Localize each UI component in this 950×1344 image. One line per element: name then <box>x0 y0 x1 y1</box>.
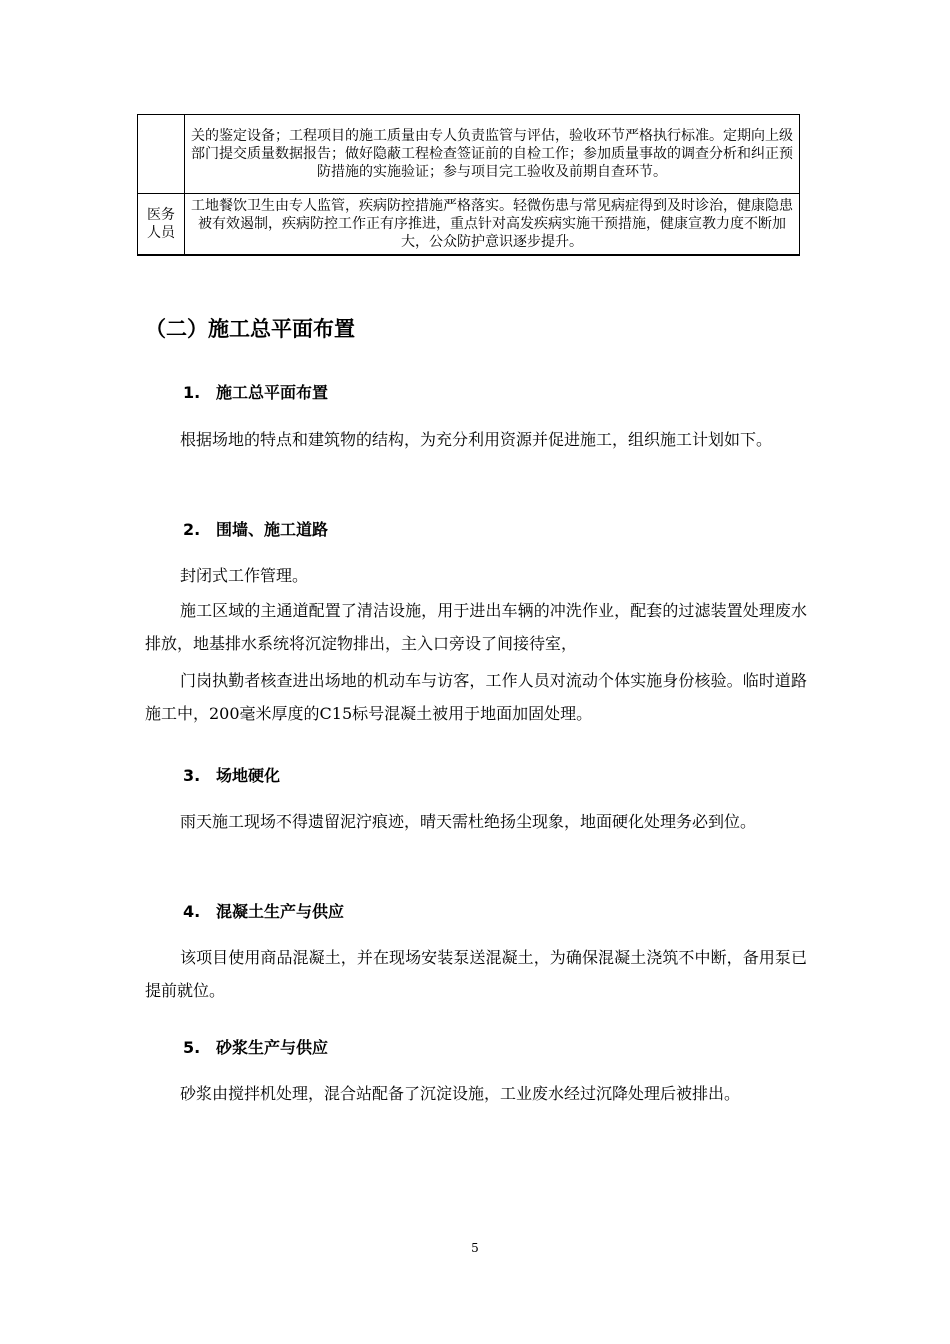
section-title: （二）施工总平面布置 <box>145 317 355 341</box>
paragraph: 该项目使用商品混凝土，并在现场安装泵送混凝土，为确保混凝土浇筑不中断，备用泵已提前就位。 <box>145 948 807 1000</box>
subsection-title: 围墙、施工道路 <box>216 520 329 539</box>
subsection-number: 5. <box>183 1038 201 1057</box>
subsection-number: 3. <box>183 766 201 785</box>
table-row <box>138 115 800 194</box>
subsection-heading <box>183 901 344 923</box>
paragraph: 封闭式工作管理。 <box>180 566 309 585</box>
paragraph: 砂浆由搅拌机处理，混合站配备了沉淀设施，工业废水经过沉降处理后被排出。 <box>180 1084 741 1103</box>
page-number: 5 <box>471 1241 479 1255</box>
paragraph: 门岗执勤者核查进出场地的机动车与访客，工作人员对流动个体实施身份核验。临时道路施工中，200毫米厚度的C15标号混凝土被用于地面加固处理。 <box>145 671 807 723</box>
subsection-number: 4. <box>183 902 201 921</box>
table-cell-description: 工地餐饮卫生由专人监管，疾病防控措施严格落实。轻微伤患与常见病症得到及时诊治，健康隐患被有效遏制，疾病防控工作正有序推进，重点针对高发疾病实施干预措施，健康宣教力度不断加大，公众防护意识逐步提升。 <box>185 194 800 256</box>
subsection-title: 场地硬化 <box>216 766 281 785</box>
table-cell-role <box>138 115 185 194</box>
responsibility-table <box>137 114 800 256</box>
subsection-heading <box>183 519 328 541</box>
subsection-number: 1. <box>183 383 201 402</box>
paragraph: 施工区域的主通道配置了清洁设施，用于进出车辆的冲洗作业，配套的过滤装置处理废水排放，地基排水系统将沉淀物排出，主入口旁设了间接待室， <box>145 601 807 653</box>
table-row <box>138 194 800 256</box>
paragraph: 雨天施工现场不得遗留泥泞痕迹，晴天需杜绝扬尘现象，地面硬化处理务必到位。 <box>180 812 757 831</box>
subsection-heading <box>183 382 328 404</box>
table-cell-description: 关的鉴定设备；工程项目的施工质量由专人负责监管与评估，验收环节严格执行标准。定期向上级部门提交质量数据报告；做好隐蔽工程检查签证前的自检工作；参加质量事故的调查分析和纠正预防措施的实施验证；参与项目完工验收及前期自查环节。 <box>185 115 800 194</box>
subsection-title: 混凝土生产与供应 <box>216 902 345 921</box>
paragraph: 根据场地的特点和建筑物的结构，为充分利用资源并促进施工，组织施工计划如下。 <box>180 430 773 449</box>
subsection-number: 2. <box>183 520 201 539</box>
table-cell-role: 医务人员 <box>138 194 185 256</box>
subsection-title: 施工总平面布置 <box>216 383 329 402</box>
subsection-heading <box>183 765 280 787</box>
subsection-heading <box>183 1037 328 1059</box>
subsection-title: 砂浆生产与供应 <box>216 1038 329 1057</box>
